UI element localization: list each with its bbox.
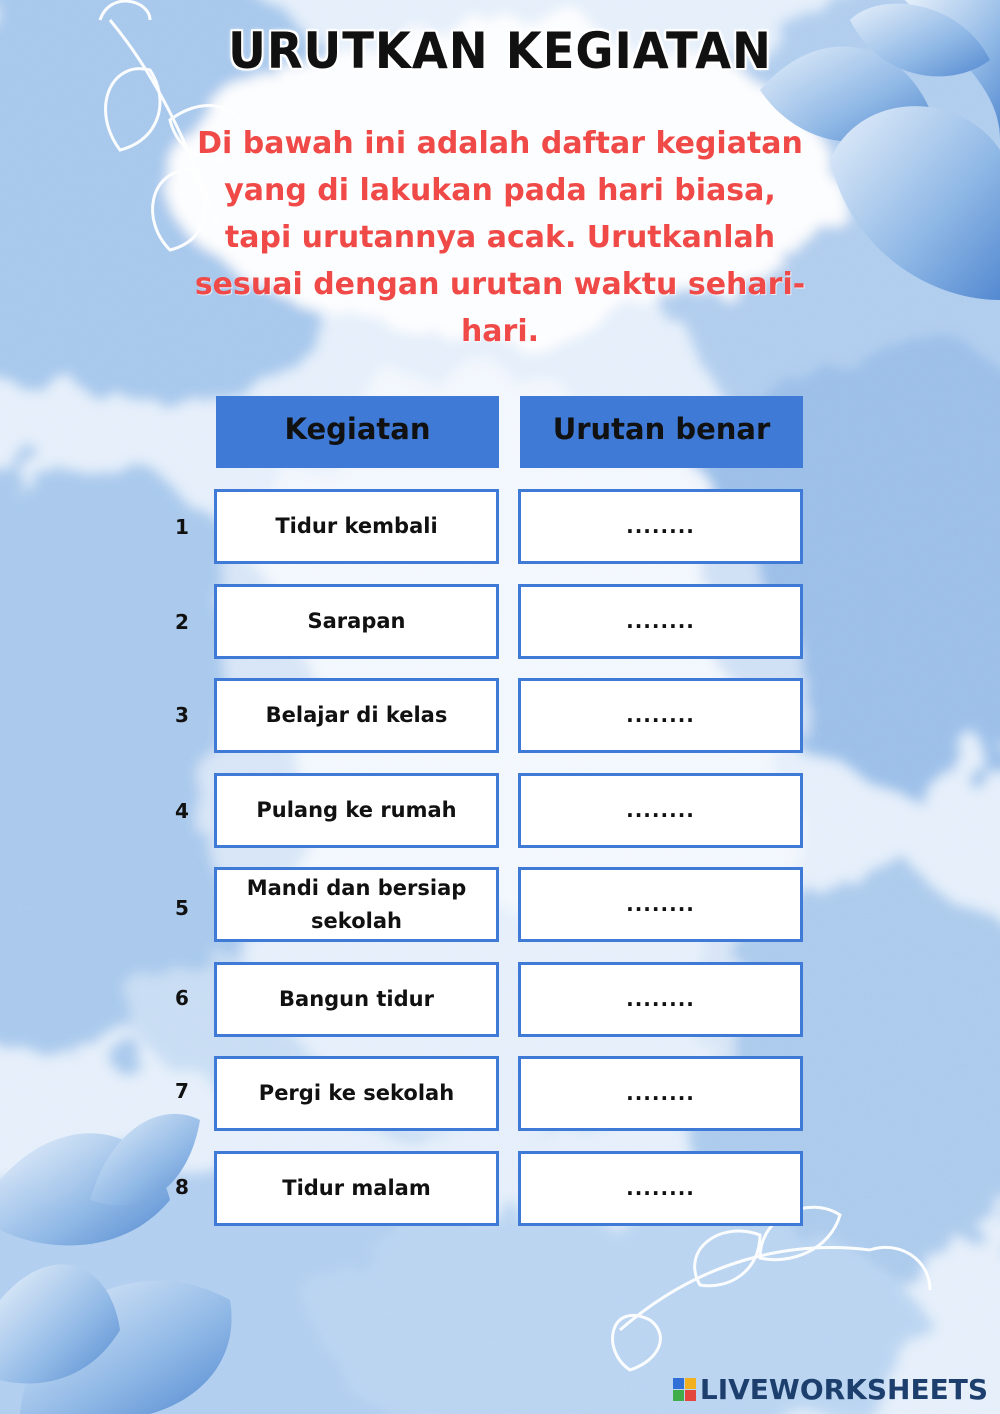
activity-cell: Sarapan	[214, 584, 499, 659]
answer-field[interactable]: ........	[518, 489, 803, 564]
answer-field[interactable]: ........	[518, 1056, 803, 1131]
answer-field[interactable]: ........	[518, 773, 803, 848]
activity-cell: Belajar di kelas	[214, 678, 499, 753]
activity-cell: Pulang ke rumah	[214, 773, 499, 848]
row-number: 1	[175, 515, 189, 539]
answer-field[interactable]: ........	[518, 1151, 803, 1226]
activity-cell: Bangun tidur	[214, 962, 499, 1037]
row-number: 6	[175, 986, 189, 1010]
row-number: 7	[175, 1079, 189, 1103]
header-kegiatan: Kegiatan	[216, 396, 499, 468]
row-number: 8	[175, 1175, 189, 1199]
activity-cell: Tidur kembali	[214, 489, 499, 564]
header-urutan-benar: Urutan benar	[520, 396, 803, 468]
row-number: 4	[175, 799, 189, 823]
answer-field[interactable]: ........	[518, 584, 803, 659]
liveworksheets-logo[interactable]	[673, 1373, 988, 1406]
answer-field[interactable]: ........	[518, 867, 803, 942]
activity-cell: Tidur malam	[214, 1151, 499, 1226]
activity-cell: Pergi ke sekolah	[214, 1056, 499, 1131]
row-number: 2	[175, 610, 189, 634]
instructions-text: Di bawah ini adalah daftar kegiatan yang di lakukan pada hari biasa, tapi urutannya acak. Urutkanlah sesuai dengan urutan waktu sehari-hari.	[194, 126, 806, 349]
page-title: URUTKAN KEGIATAN	[228, 22, 772, 80]
liveworksheets-icon	[673, 1378, 696, 1401]
answer-field[interactable]: ........	[518, 678, 803, 753]
row-number: 3	[175, 703, 189, 727]
row-number: 5	[175, 896, 189, 920]
activity-cell: Mandi dan bersiap sekolah	[214, 867, 499, 942]
answer-field[interactable]: ........	[518, 962, 803, 1037]
brand-name: LIVEWORKSHEETS	[699, 1373, 988, 1406]
